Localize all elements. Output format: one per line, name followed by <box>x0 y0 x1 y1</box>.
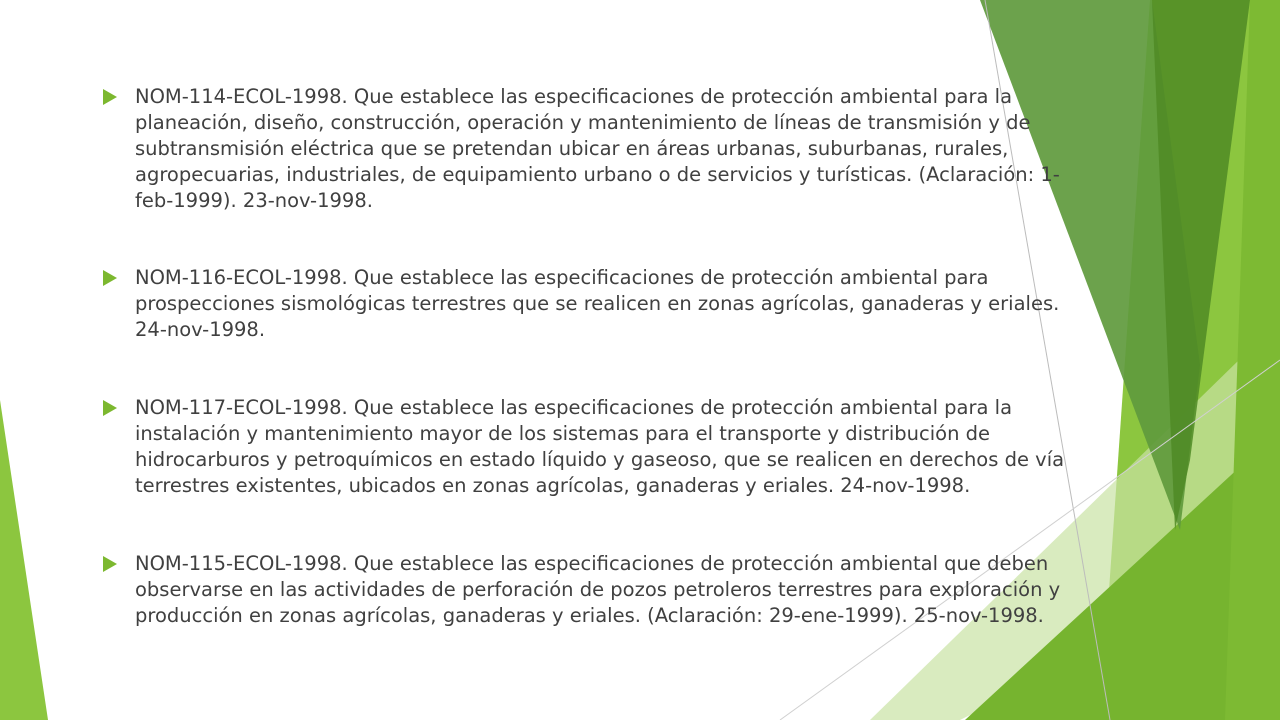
triangle-bullet-icon <box>102 556 118 572</box>
triangle-bullet-icon <box>102 89 118 105</box>
left-edge-green-shape <box>0 400 48 720</box>
bullet-text: NOM-117-ECOL-1998. Que establece las especificaciones de protección ambiental para la instalación y mantenimiento mayor de los sistemas para el transporte y distribución de hidrocarburos y petroquímicos en estado líquido y gaseoso, que se realicen en derechos de vía terrestres existentes, ubicados en zonas agrícolas, ganaderas y eriales. 24-nov-1998. <box>135 396 1065 497</box>
triangle-bullet-icon <box>102 270 118 286</box>
bullet-text: NOM-116-ECOL-1998. Que establece las especificaciones de protección ambiental para prospecciones sismológicas terrestres que se realicen en zonas agrícolas, ganaderas y eriales. 24-nov-1998. <box>135 266 1060 341</box>
bullet-text: NOM-114-ECOL-1998. Que establece las especificaciones de protección ambiental para la planeación, diseño, construcción, operación y mantenimiento de líneas de transmisión y de subtransmisión eléctrica que se pretendan ubicar en áreas urbanas, suburbanas, rurales, agropecuarias, industriales, de equipamiento urbano o de servicios y turísticas. (Aclaración: 1- feb-1999). 23-nov-1998. <box>135 85 1060 212</box>
triangle-bullet-icon <box>102 400 118 416</box>
bullet-text: NOM-115-ECOL-1998. Que establece las especificaciones de protección ambiental que deben observarse en las actividades de perforación de pozos petroleros terrestres para exploración y producción en zonas agrícolas, ganaderas y eriales. (Aclaración: 29-ene-1999). 25-nov-1998. <box>135 552 1061 627</box>
